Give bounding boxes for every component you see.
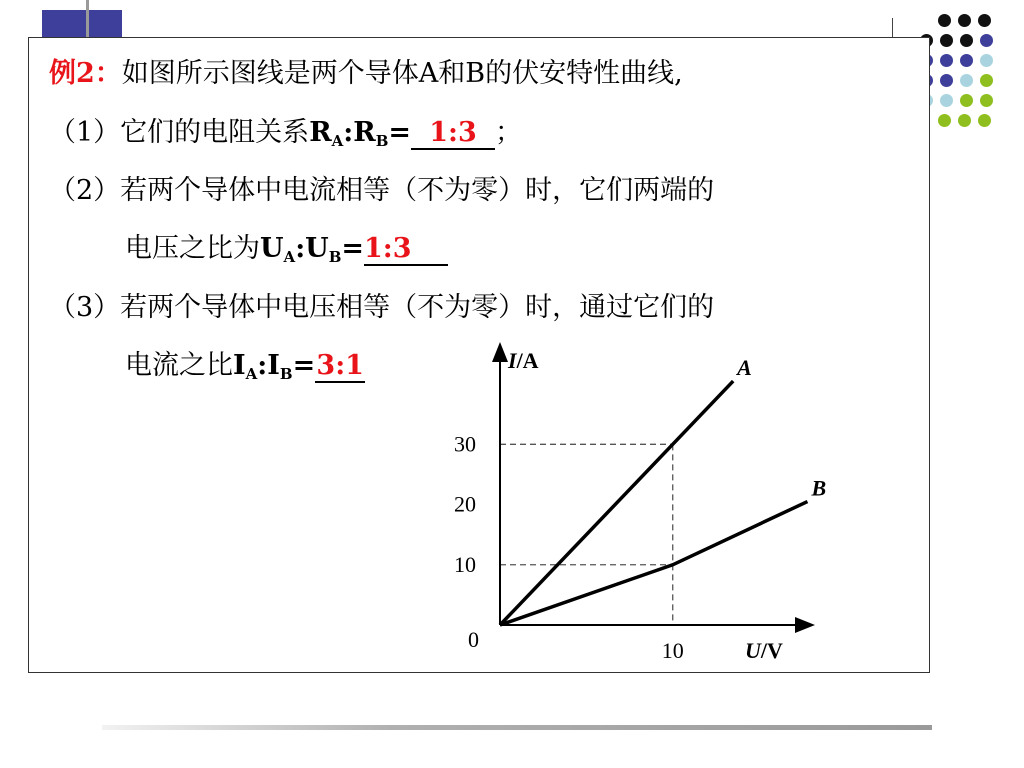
series-label-b: B bbox=[811, 475, 827, 501]
series-line-b bbox=[500, 502, 807, 625]
q3-var2: I bbox=[267, 350, 280, 381]
decorative-dot bbox=[938, 114, 951, 127]
decorative-dot bbox=[980, 94, 993, 107]
decorative-dot bbox=[940, 54, 953, 67]
decorative-dot bbox=[980, 74, 993, 87]
q3-answer: 3:1 bbox=[316, 350, 364, 381]
decorative-dot bbox=[958, 14, 971, 27]
q2-var2: U bbox=[305, 233, 329, 264]
question-3-line1: （3）若两个导体中电压相等（不为零）时，通过它们的 bbox=[49, 292, 715, 323]
q1-answer: 1:3 bbox=[411, 118, 495, 150]
decorative-dot bbox=[938, 14, 951, 27]
y-tick-label: 10 bbox=[454, 551, 476, 577]
series-lines bbox=[500, 355, 826, 625]
decorative-dot bbox=[940, 94, 953, 107]
question-3-line2 bbox=[125, 348, 365, 392]
series-line-a bbox=[500, 381, 733, 625]
decorative-dot bbox=[978, 14, 991, 27]
q3-sub2: B bbox=[279, 365, 293, 383]
q2-colon: : bbox=[295, 233, 306, 264]
x-tick-label: 10 bbox=[661, 638, 684, 663]
x-axis-unit: /V bbox=[760, 638, 783, 663]
example-label: 例2： bbox=[49, 58, 122, 89]
question-1 bbox=[49, 115, 522, 159]
iu-characteristic-chart bbox=[430, 345, 827, 675]
q2-sub2: B bbox=[328, 248, 342, 266]
decorative-dot bbox=[960, 74, 973, 87]
q1-sub1: A bbox=[331, 132, 344, 150]
y-axis-unit: /A bbox=[516, 348, 539, 373]
q2-answer: 1:3 bbox=[364, 234, 448, 266]
footer-gradient-line bbox=[102, 725, 932, 730]
q2-text: 电压之比为 bbox=[125, 233, 260, 264]
decorative-dot bbox=[978, 114, 991, 127]
problem-intro bbox=[49, 56, 683, 92]
y-tick-label: 20 bbox=[454, 491, 476, 517]
origin-label: 0 bbox=[468, 627, 479, 652]
decorative-dot bbox=[940, 34, 953, 47]
q1-var2: R bbox=[353, 117, 376, 148]
y-tick-label: 30 bbox=[454, 431, 476, 457]
q2-equals: = bbox=[341, 233, 365, 264]
q3-text: 电流之比 bbox=[125, 350, 233, 381]
decorative-dot bbox=[940, 74, 953, 87]
question-2-line1: （2）若两个导体中电流相等（不为零）时，它们两端的 bbox=[49, 175, 715, 206]
decorative-dot bbox=[960, 54, 973, 67]
tick-labels bbox=[454, 431, 684, 663]
q3-equals: = bbox=[292, 350, 316, 381]
q3-var1: I bbox=[233, 350, 246, 381]
y-axis-label bbox=[507, 348, 539, 373]
question-2-line2 bbox=[125, 231, 448, 275]
decorative-dot bbox=[960, 34, 973, 47]
q1-var1: R bbox=[309, 117, 332, 148]
x-axis-label bbox=[745, 638, 783, 663]
q2-sub1: A bbox=[283, 248, 296, 266]
decorative-dot bbox=[960, 94, 973, 107]
q1-colon: : bbox=[343, 117, 354, 148]
q2-var1: U bbox=[260, 233, 284, 264]
decorative-dot bbox=[980, 54, 993, 67]
decorative-dot bbox=[958, 114, 971, 127]
q1-end: ； bbox=[495, 117, 523, 148]
series-label-a: A bbox=[737, 355, 752, 381]
intro-text: 如图所示图线是两个导体A和B的伏安特性曲线, bbox=[121, 58, 683, 89]
y-axis-var: I bbox=[508, 348, 517, 373]
decorative-dot bbox=[980, 34, 993, 47]
q3-colon: : bbox=[257, 350, 268, 381]
q1-text: （1）它们的电阻关系 bbox=[49, 117, 310, 148]
x-axis-var: U bbox=[745, 638, 761, 663]
q3-sub1: A bbox=[245, 365, 258, 383]
q1-equals: = bbox=[388, 117, 412, 148]
q1-sub2: B bbox=[375, 132, 389, 150]
